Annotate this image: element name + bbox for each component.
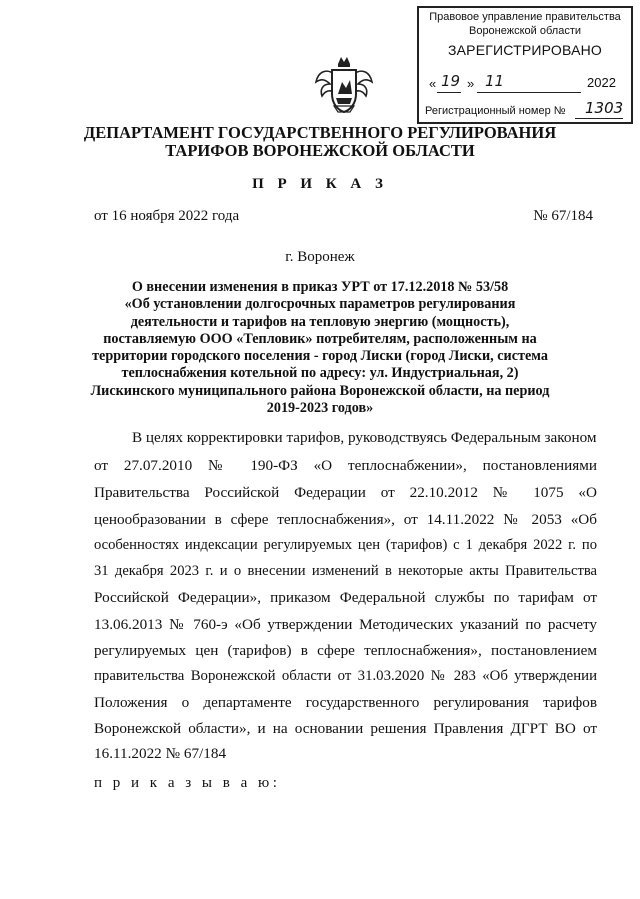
document-type-title: П Р И К А З [252,176,388,192]
subject-line: территории городского поселения - город Лиски (город Лиски, система [92,348,548,365]
body-line: 31 декабря 2023 г. и о внесении изменений в некоторые акты Правительства [94,563,597,579]
body-line: правительства Воронежской области от 31.03.2020 № 283 «Об утверждении [94,668,597,684]
department-name-line-2: ТАРИФОВ ВОРОНЕЖСКОЙ ОБЛАСТИ [165,141,475,160]
body-line: Положения о департаменте государственного регулирования тарифов [94,694,597,711]
body-line: 16.11.2022 № 67/184 [94,745,227,762]
order-subject [90,279,550,417]
stamp-month-underline [477,92,581,93]
body-line: ценообразовании в сфере теплоснабжения», от 14.11.2022 № 2053 «Об [94,511,597,528]
subject-line: поставляемую ООО «Тепловик» потребителям, расположенным на [103,330,537,347]
body-line: регулируемых цен (тарифов) в сфере теплоснабжения», постановлением [94,642,597,659]
subject-line: Лискинского муниципального района Воронежской области, на период [90,382,550,399]
body-line: Российской Федерации», приказом Федеральной службы по тарифам от [94,589,597,606]
stamp-day-underline [437,92,461,93]
stamp-year: 2022 [587,75,616,90]
stamp-registered-label: ЗАРЕГИСТРИРОВАНО [447,42,603,58]
subject-line: 2019-2023 годов» [266,400,374,417]
stamp-org-line-1: Правовое управление правительства [429,11,621,23]
stamp-org-line-2: Воронежской области [468,24,581,37]
stamp-month: 11 [485,72,505,90]
stamp-reg-number: 1303 [585,99,624,117]
stamp-quote-open: « [429,76,437,91]
registration-stamp [417,6,633,124]
coat-of-arms-emblem [312,54,376,116]
stamp-reg-number-underline [575,118,623,119]
order-directive: п р и к а з ы в а ю: [94,775,281,791]
subject-line: О внесении изменения в приказ УРТ от 17.12.2018 № 53/58 [131,279,509,295]
stamp-quote-close: » [467,76,475,91]
body-line: особенностях индексации регулируемых цен (тарифов) с 1 декабря 2022 г. по [94,537,597,553]
body-line: Правительства Российской Федерации от 22.10.2012 № 1075 «О [94,484,597,501]
order-number: № 67/184 [533,208,593,224]
stamp-reg-number-label: Регистрационный номер № [425,105,566,117]
order-date: от 16 ноября 2022 года [94,208,240,224]
subject-line: деятельности и тарифов на тепловую энергию (мощность), [130,313,510,330]
body-line: Воронежской области», и на основании решения Правления ДГРТ ВО от [94,720,597,737]
order-city: г. Воронеж [285,249,355,265]
stamp-day: 19 [441,72,461,90]
department-name-line-1: ДЕПАРТАМЕНТ ГОСУДАРСТВЕННОГО РЕГУЛИРОВАНИЯ [83,123,557,142]
body-line: В целях корректировки тарифов, руководствуясь Федеральным законом [132,429,597,446]
subject-line: теплоснабжения котельной по адресу: ул. Индустриальная, 2) [121,365,519,382]
stamp-date-line [427,74,625,96]
body-line: 13.06.2013 № 760-э «Об утверждении Методических указаний по расчету [94,616,597,633]
subject-line: «Об установлении долгосрочных параметров регулирования [124,296,516,313]
body-line: от 27.07.2010 № 190-ФЗ «О теплоснабжении», постановлениями [94,457,597,474]
stamp-organization [419,11,631,38]
